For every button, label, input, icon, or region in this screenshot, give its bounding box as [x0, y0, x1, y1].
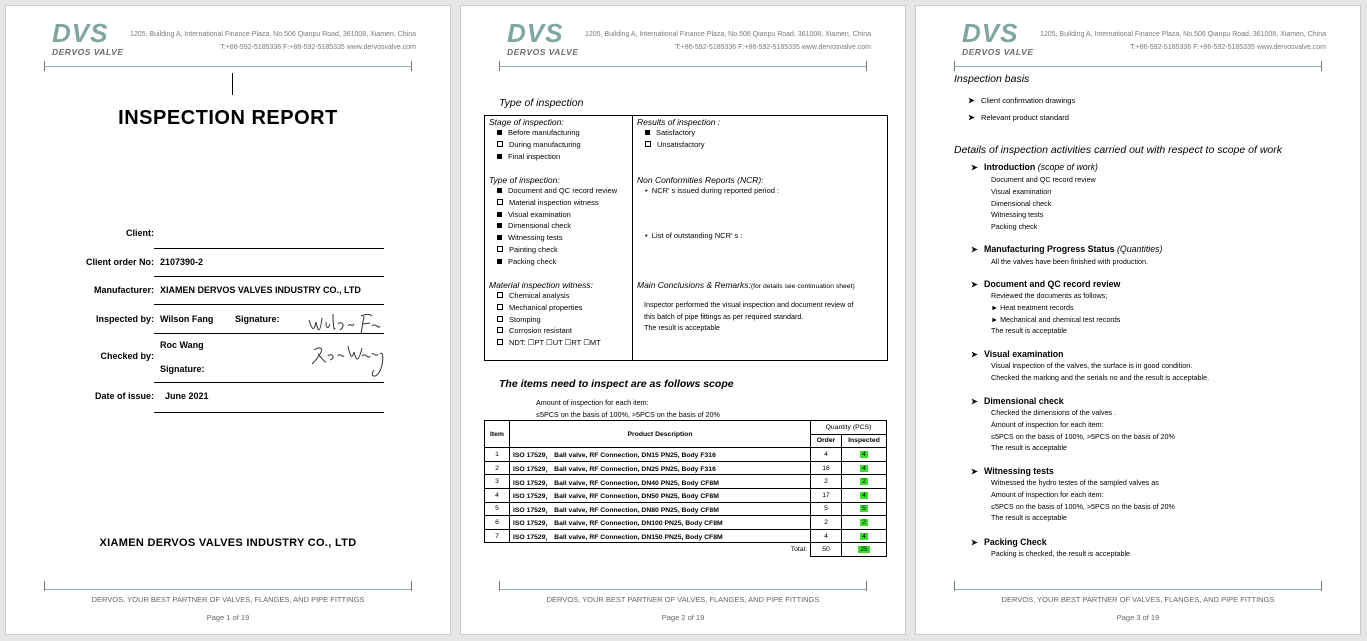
checkbox-item: Dimensional check: [497, 220, 617, 232]
arrow-bullet-icon: ➤: [968, 113, 975, 122]
col-order: Order: [811, 434, 842, 448]
table-row: [485, 475, 887, 489]
unchecked-box-icon: [497, 246, 503, 252]
checkbox-item: Satisfactory: [645, 127, 720, 139]
items-heading: The items need to inspect are as follows scope: [499, 378, 734, 390]
cell-inspected: [842, 516, 887, 530]
checkbox-item: Before manufacturing: [497, 127, 581, 139]
details-heading: Details of inspection activities carried out with respect to scope of work: [954, 144, 1282, 156]
unchecked-box-icon: [497, 141, 503, 147]
basis-heading: Inspection basis: [954, 73, 1030, 85]
cell-item: 6: [485, 516, 510, 530]
stage-section: Stage of inspection: Before manufacturing During manufacturing Final inspection: [489, 117, 581, 161]
visual-list: Visual inspection of the valves, the surface is in good condition. Checked the marking and the serials no and the result is acceptable.: [991, 361, 1210, 382]
checked-value: Roc Wang: [160, 340, 204, 350]
checkbox-item: Witnessing tests: [497, 232, 617, 244]
checked-box-icon: [645, 130, 650, 135]
inspected-value: Wilson Fang: [160, 314, 214, 324]
table-row: [485, 502, 887, 516]
table-row: [485, 448, 887, 462]
cell-inspected: [842, 502, 887, 516]
checkbox-item: Unsatisfactory: [645, 139, 720, 151]
unchecked-box-icon: [497, 292, 503, 298]
order-value: 2107390-2: [160, 257, 204, 267]
header-rule: [44, 66, 412, 67]
cell-order: 5: [811, 502, 842, 516]
margin-mark: [499, 581, 500, 591]
cell-inspected: [842, 475, 887, 489]
cell-desc: ISO 17529， Ball valve, RF Connection, DN40 PN25, Body CF8M: [510, 475, 811, 489]
footer-rule: [499, 589, 867, 590]
cell-item: 5: [485, 502, 510, 516]
arrow-bullet-icon: ➤: [971, 163, 978, 172]
checked-box-icon: [497, 154, 502, 159]
arrow-bullet-icon: ➤: [971, 245, 978, 254]
date-value: June 2021: [165, 391, 209, 401]
amount-line-2: ≤5PCS on the basis of 100%, >5PCS on the basis of 20%: [536, 410, 720, 419]
inspection-box: [484, 115, 888, 361]
col-desc: Product Description: [510, 421, 811, 448]
basis-item: ➤ Client confirmation drawings: [968, 96, 1076, 105]
field-rule: [154, 276, 384, 277]
unchecked-box-icon: [497, 199, 503, 205]
unchecked-box-icon: [497, 316, 503, 322]
col-inspected: Inspected: [842, 434, 887, 448]
cell-desc: ISO 17529， Ball valve, RF Connection, DN80 PN25, Body CF8M: [510, 502, 811, 516]
margin-mark: [44, 581, 45, 591]
inspected-label: Inspected by:: [95, 314, 154, 324]
page-2: [461, 6, 905, 634]
checkbox-item: Chemical analysis: [497, 290, 601, 302]
text-cursor: [232, 73, 233, 95]
table-total-row: [485, 543, 887, 557]
checkbox-item: Mechanical properties: [497, 302, 601, 314]
cell-desc: ISO 17529， Ball valve, RF Connection, DN15 PN25, Body F316: [510, 448, 811, 462]
footer-rule: [44, 589, 412, 590]
total-label: Total:: [790, 546, 807, 554]
footer-slogan: DERVOS, YOUR BEST PARTNER OF VALVES, FLANGES, AND PIPE FITTINGS: [91, 595, 365, 604]
checkbox-item: Visual examination: [497, 209, 617, 221]
cell-order: 17: [811, 488, 842, 502]
margin-mark: [866, 61, 867, 71]
cell-item: 1: [485, 448, 510, 462]
col-qty: Quantity (PCS): [811, 421, 887, 435]
page-number: Page 1 of 19: [206, 613, 250, 622]
dim-list: Checked the dimensions of the valves . Amount of inspection for each item: ≤5PCS on the basis of 100%, >5PCS on the basis of 20% The result is acceptable: [991, 408, 1175, 453]
header-address: 1205, Building A, International Finance Plaza, No.506 Qianpu Road, 361008, Xiamen, China T:+86-592-5185336 F:+86-592-5185335 www.dervosvalve.com: [1039, 31, 1326, 51]
table-row: [485, 461, 887, 475]
unchecked-box-icon: [497, 339, 503, 345]
unchecked-box-icon: [645, 141, 651, 147]
signature-label: Signature:: [235, 314, 280, 324]
cell-order: 4: [811, 448, 842, 462]
footer-slogan: DERVOS, YOUR BEST PARTNER OF VALVES, FLANGES, AND PIPE FITTINGS: [1001, 595, 1275, 604]
manufacturer-label: Manufacturer:: [93, 285, 154, 295]
field-rule: [154, 304, 384, 305]
cell-inspected: [842, 461, 887, 475]
items-table: [484, 420, 887, 557]
checkbox-item: During manufacturing: [497, 139, 581, 151]
margin-mark: [1321, 581, 1322, 591]
type-heading: Type of inspection: [499, 97, 584, 109]
checkbox-item: Stomping: [497, 314, 601, 326]
cell-item: 7: [485, 529, 510, 543]
table-row: [485, 516, 887, 530]
col-item: Item: [485, 421, 510, 448]
footer-slogan: DERVOS, YOUR BEST PARTNER OF VALVES, FLANGES, AND PIPE FITTINGS: [546, 595, 820, 604]
basis-item: ➤ Relevant product standard: [968, 113, 1069, 122]
pack-text: Packing is checked, the result is acceptable: [991, 549, 1131, 558]
report-title: INSPECTION REPORT: [118, 107, 338, 129]
mps-text: All the valves have been finished with production.: [991, 257, 1149, 266]
arrow-bullet-icon: ➤: [971, 538, 978, 547]
highlight: 2: [862, 518, 866, 526]
doc-title: ➤ Document and QC record review: [971, 279, 1121, 289]
checked-box-icon: [497, 235, 502, 240]
checkbox-item: Painting check: [497, 244, 617, 256]
wit-title: ➤ Witnessing tests: [971, 466, 1054, 476]
cell-order: 4: [811, 529, 842, 543]
margin-mark: [411, 581, 412, 591]
intro-list: Document and QC record review Visual examination Dimensional check Witnessing tests Packing check: [991, 175, 1096, 232]
highlight: 4: [862, 532, 866, 540]
company-logo: DVS DERVOS VALVE: [962, 18, 1034, 57]
highlight: 4: [862, 464, 866, 472]
margin-mark: [1321, 61, 1322, 71]
type-section: Type of inspection: Document and QC record review Material inspection witness Visual examination Dimensional check Witnessing tests Painting check Packing check: [489, 175, 618, 266]
header-address: 1205, Building A, International Finance Plaza, No.506 Qianpu Road, 361008, Xiamen, China T:+86-592-5185336 F:+86-592-5185335 www.dervosvalve.com: [584, 31, 871, 51]
margin-mark: [44, 61, 45, 71]
margin-mark: [411, 61, 412, 71]
header-rule: [954, 66, 1322, 67]
checked-box-icon: [497, 223, 502, 228]
page-1: [6, 6, 450, 634]
arrow-bullet-icon: ➤: [971, 467, 978, 476]
margin-mark: [954, 581, 955, 591]
date-label: Date of issue:: [94, 391, 154, 401]
cell-desc: ISO 17529， Ball valve, RF Connection, DN150 PN25, Body CF8M: [510, 529, 811, 543]
highlight: 25: [860, 546, 868, 554]
signature-label-2: Signature:: [160, 364, 205, 374]
total-order: 50: [811, 543, 842, 557]
field-rule: [154, 382, 384, 383]
signature-wilson: [306, 308, 386, 343]
pack-title: ➤ Packing Check: [971, 537, 1047, 547]
page-number: Page 3 of 19: [1116, 613, 1160, 622]
cell-item: 2: [485, 461, 510, 475]
field-rule: [154, 248, 384, 249]
cell-desc: ISO 17529， Ball valve, RF Connection, DN50 PN25, Body CF8M: [510, 488, 811, 502]
unchecked-box-icon: [497, 327, 503, 333]
header-rule: [499, 66, 867, 67]
margin-mark: [866, 581, 867, 591]
header-address: 1205, Building A, International Finance Plaza, No.506 Qianpu Road, 361008, Xiamen, China T:+86-592-5185336 F:+86-592-5185335 www.dervosvalve.com: [129, 31, 416, 51]
results-section: Results of inspection : Satisfactory Unsatisfactory: [637, 117, 721, 149]
company-logo: DVS DERVOS VALVE: [52, 18, 124, 57]
margin-mark: [954, 61, 955, 71]
checkbox-item: Packing check: [497, 256, 617, 268]
dim-title: ➤ Dimensional check: [971, 396, 1064, 406]
checked-box-icon: [497, 130, 502, 135]
highlight: 2: [862, 478, 866, 486]
table-row: [485, 529, 887, 543]
manufacturer-value: XIAMEN DERVOS VALVES INDUSTRY CO., LTD: [160, 285, 361, 295]
table-row: [485, 488, 887, 502]
cell-item: 3: [485, 475, 510, 489]
field-rule: [154, 412, 384, 413]
conclusions-section: Main Conclusions & Remarks:(for details see continuation sheet) Inspector performed the visual inspection and document review of this batch of pipe fittings as per required standard. The result is acceptable: [637, 280, 855, 333]
total-inspected: [842, 543, 887, 557]
arrow-bullet-icon: ➤: [971, 397, 978, 406]
cell-order: 2: [811, 475, 842, 489]
checked-box-icon: [497, 188, 502, 193]
intro-title: ➤ Introduction (scope of work): [971, 162, 1098, 172]
ncr-outstanding: • List of outstanding NCR’ s :: [645, 230, 743, 240]
highlight: 4: [862, 491, 866, 499]
page-number: Page 2 of 19: [661, 613, 705, 622]
order-label: Client order No:: [85, 257, 154, 267]
cell-inspected: [842, 448, 887, 462]
visual-title: ➤ Visual examination: [971, 349, 1064, 359]
arrow-bullet-icon: ➤: [971, 350, 978, 359]
footer-rule: [954, 589, 1322, 590]
ncr-issued: • NCR’ s issued during reported period :: [645, 186, 780, 195]
wit-list: Witnessed the hydro testes of the sampled valves as Amount of inspection for each item: ≤5PCS on the basis of 100%, >5PCS on the basis of 20% The result is acceptable: [991, 478, 1175, 523]
cell-item: 4: [485, 488, 510, 502]
material-section: Material inspection witness: Chemical analysis Mechanical properties Stomping Corrosion resistant NDT: ☐PT ☐UT ☐RT ☐MT: [489, 280, 601, 348]
cell-inspected: [842, 529, 887, 543]
field-rule: [154, 333, 384, 334]
checkbox-item: Document and QC record review: [497, 185, 617, 197]
company-logo: DVS DERVOS VALVE: [507, 18, 579, 57]
highlight: 4: [862, 450, 866, 458]
unchecked-box-icon: [497, 304, 503, 310]
cell-desc: ISO 17529， Ball valve, RF Connection, DN25 PN25, Body F316: [510, 461, 811, 475]
ncr-section: Non Conformities Reports (NCR): • NCR’ s issued during reported period : • List of outstanding NCR’ s :: [637, 175, 780, 240]
checkbox-item: Final inspection: [497, 151, 581, 163]
company-name: XIAMEN DERVOS VALVES INDUSTRY CO., LTD: [99, 537, 357, 549]
cell-order: 16: [811, 461, 842, 475]
checked-box-icon: [497, 259, 502, 264]
mps-title: ➤ Manufacturing Progress Status (Quantities): [971, 244, 1163, 254]
column-divider: [632, 116, 633, 360]
page-3: [916, 6, 1360, 634]
client-label: Client:: [126, 228, 154, 238]
cell-inspected: [842, 488, 887, 502]
cell-desc: ISO 17529， Ball valve, RF Connection, DN100 PN25, Body CF8M: [510, 516, 811, 530]
amount-line-1: Amount of inspection for each item:: [536, 398, 649, 407]
doc-list: Reviewed the documents as follows; ► Heat treatment records ► Mechanical and chemical test records The result is acceptable: [991, 291, 1121, 336]
arrow-bullet-icon: ➤: [968, 96, 975, 105]
arrow-bullet-icon: ➤: [971, 280, 978, 289]
cell-order: 2: [811, 516, 842, 530]
checkbox-item: NDT: ☐PT ☐UT ☐RT ☐MT: [497, 337, 601, 349]
highlight: 5: [862, 505, 866, 513]
checkbox-item: Corrosion resistant: [497, 325, 601, 337]
margin-mark: [499, 61, 500, 71]
checked-box-icon: [497, 212, 502, 217]
checked-label: Checked by:: [100, 351, 154, 361]
signature-roc: [310, 340, 388, 387]
checkbox-item: Material inspection witness: [497, 197, 617, 209]
